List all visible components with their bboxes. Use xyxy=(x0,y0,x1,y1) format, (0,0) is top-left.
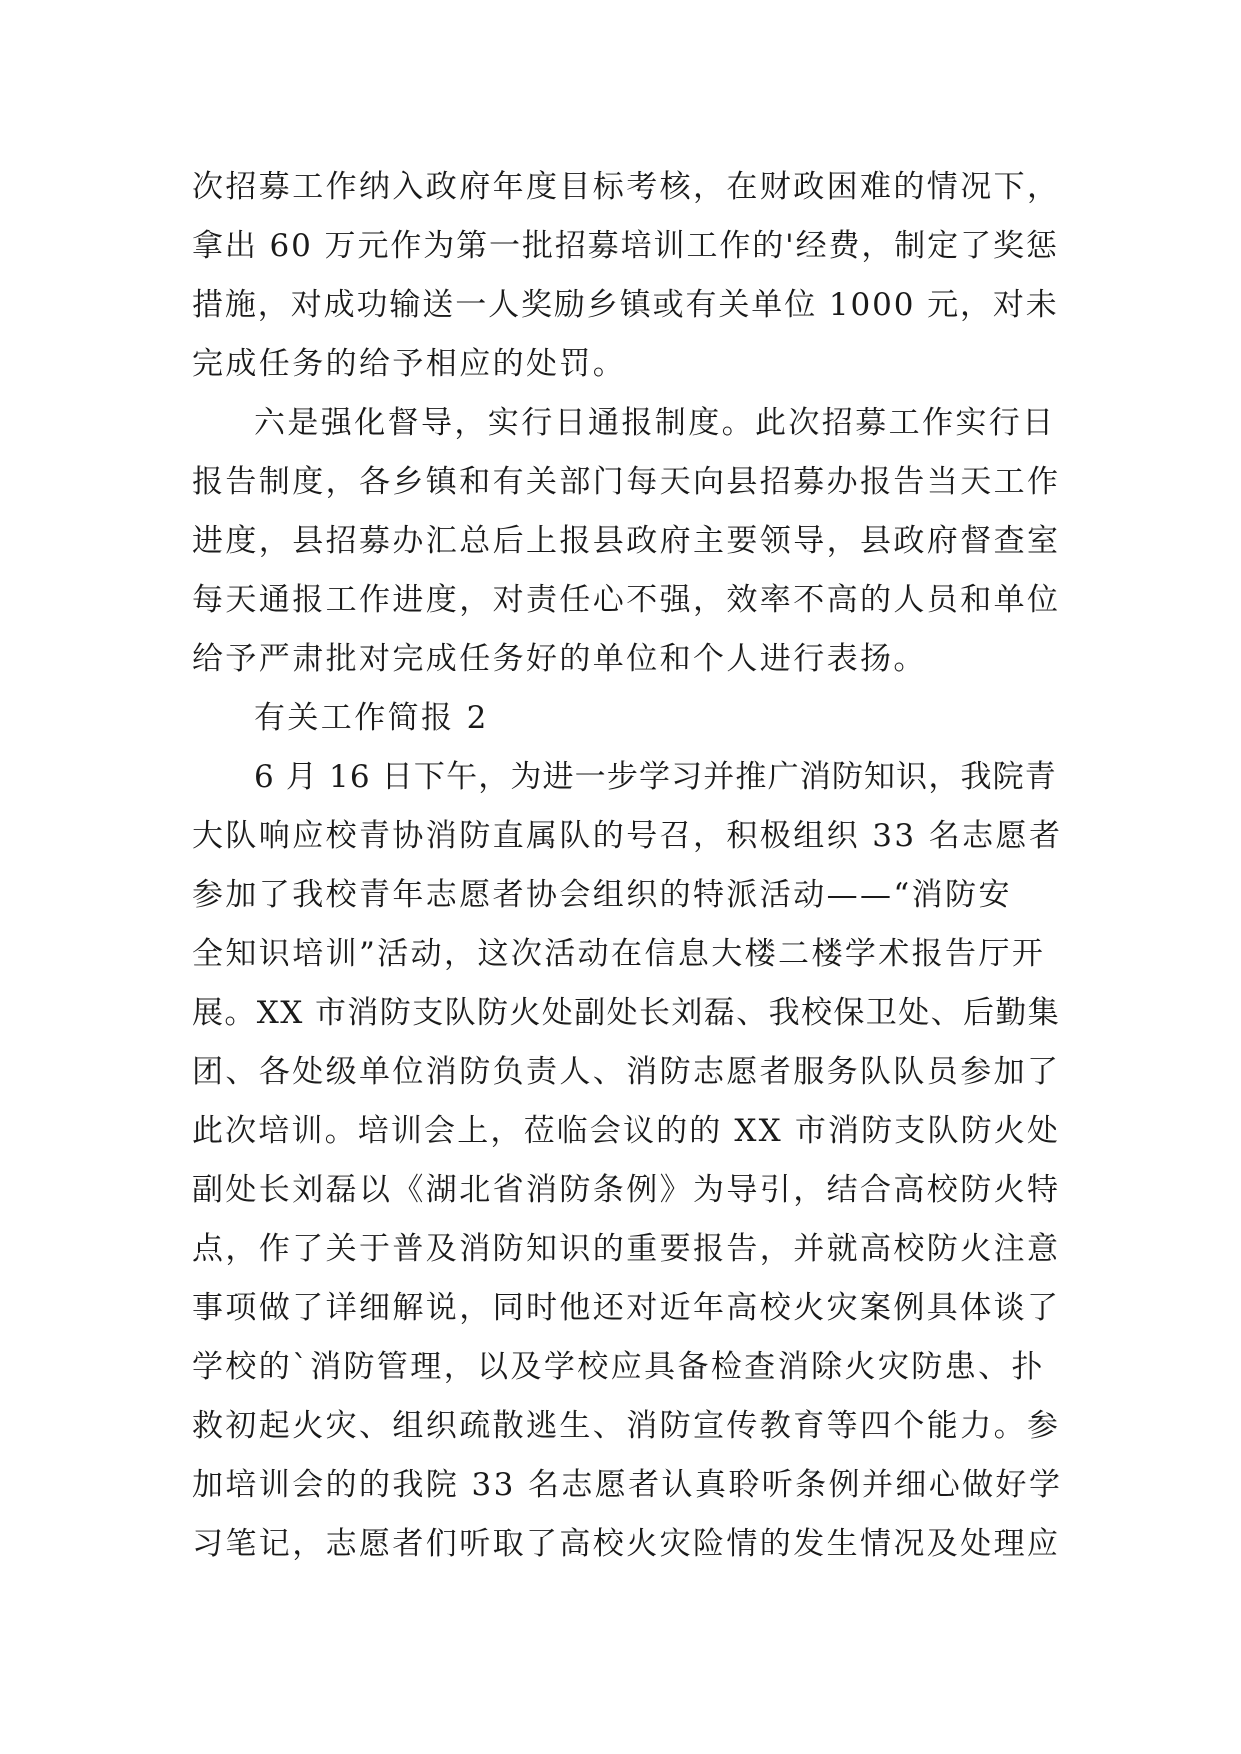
text-line: 每天通报工作进度，对责任心不强，效率不高的人员和单位 xyxy=(192,582,1061,618)
text-line: 加培训会的的我院 33 名志愿者认真聆听条例并细心做好学 xyxy=(192,1467,1063,1503)
text-line: 点，作了关于普及消防知识的重要报告，并就高校防火注意 xyxy=(192,1231,1061,1267)
paragraph-first-line: 六是强化督导，实行日通报制度。此次招募工作实行日 xyxy=(254,405,1056,441)
text-line: 大队响应校青协消防直属队的号召，积极组织 33 名志愿者 xyxy=(192,818,1063,854)
text-line: 报告制度，各乡镇和有关部门每天向县招募办报告当天工作 xyxy=(192,464,1061,500)
text-line: 次招募工作纳入政府年度目标考核，在财政困难的情况下， xyxy=(192,169,1061,205)
text-line: 拿出 60 万元作为第一批招募培训工作的'经费，制定了奖惩 xyxy=(192,228,1059,264)
text-line: 此次培训。培训会上，莅临会议的的 XX 市消防支队防火处 xyxy=(192,1113,1061,1149)
text-line: 展。XX 市消防支队防火处副处长刘磊、我校保卫处、后勤集 xyxy=(192,995,1061,1031)
text-line: 完成任务的给予相应的处罚。 xyxy=(192,346,627,382)
text-line: 副处长刘磊以《湖北省消防条例》为导引，结合高校防火特 xyxy=(192,1172,1061,1208)
text-line: 措施，对成功输送一人奖励乡镇或有关单位 1000 元，对未 xyxy=(192,287,1059,323)
paragraph-first-line: 6 月 16 日下午，为进一步学习并推广消防知识，我院青 xyxy=(254,759,1057,795)
text-line: 进度，县招募办汇总后上报县政府主要领导，县政府督查室 xyxy=(192,523,1061,559)
text-line: 全知识培训”活动，这次活动在信息大楼二楼学术报告厅开 xyxy=(192,936,1046,972)
text-line: 救初起火灾、组织疏散逃生、消防宣传教育等四个能力。参 xyxy=(192,1408,1061,1444)
text-line: 团、各处级单位消防负责人、消防志愿者服务队队员参加了 xyxy=(192,1054,1061,1090)
document-body xyxy=(192,158,1062,1574)
paragraph-first-line: 有关工作简报 2 xyxy=(254,700,489,736)
text-line: 事项做了详细解说，同时他还对近年高校火灾案例具体谈了 xyxy=(192,1290,1061,1326)
text-line: 参加了我校青年志愿者协会组织的特派活动——“消防安 xyxy=(192,877,1012,913)
text-line: 习笔记，志愿者们听取了高校火灾险情的发生情况及处理应 xyxy=(192,1526,1061,1562)
text-line: 给予严肃批对完成任务好的单位和个人进行表扬。 xyxy=(192,641,927,677)
text-line: 学校的`消防管理，以及学校应具备检查消除火灾防患、扑 xyxy=(192,1349,1045,1385)
